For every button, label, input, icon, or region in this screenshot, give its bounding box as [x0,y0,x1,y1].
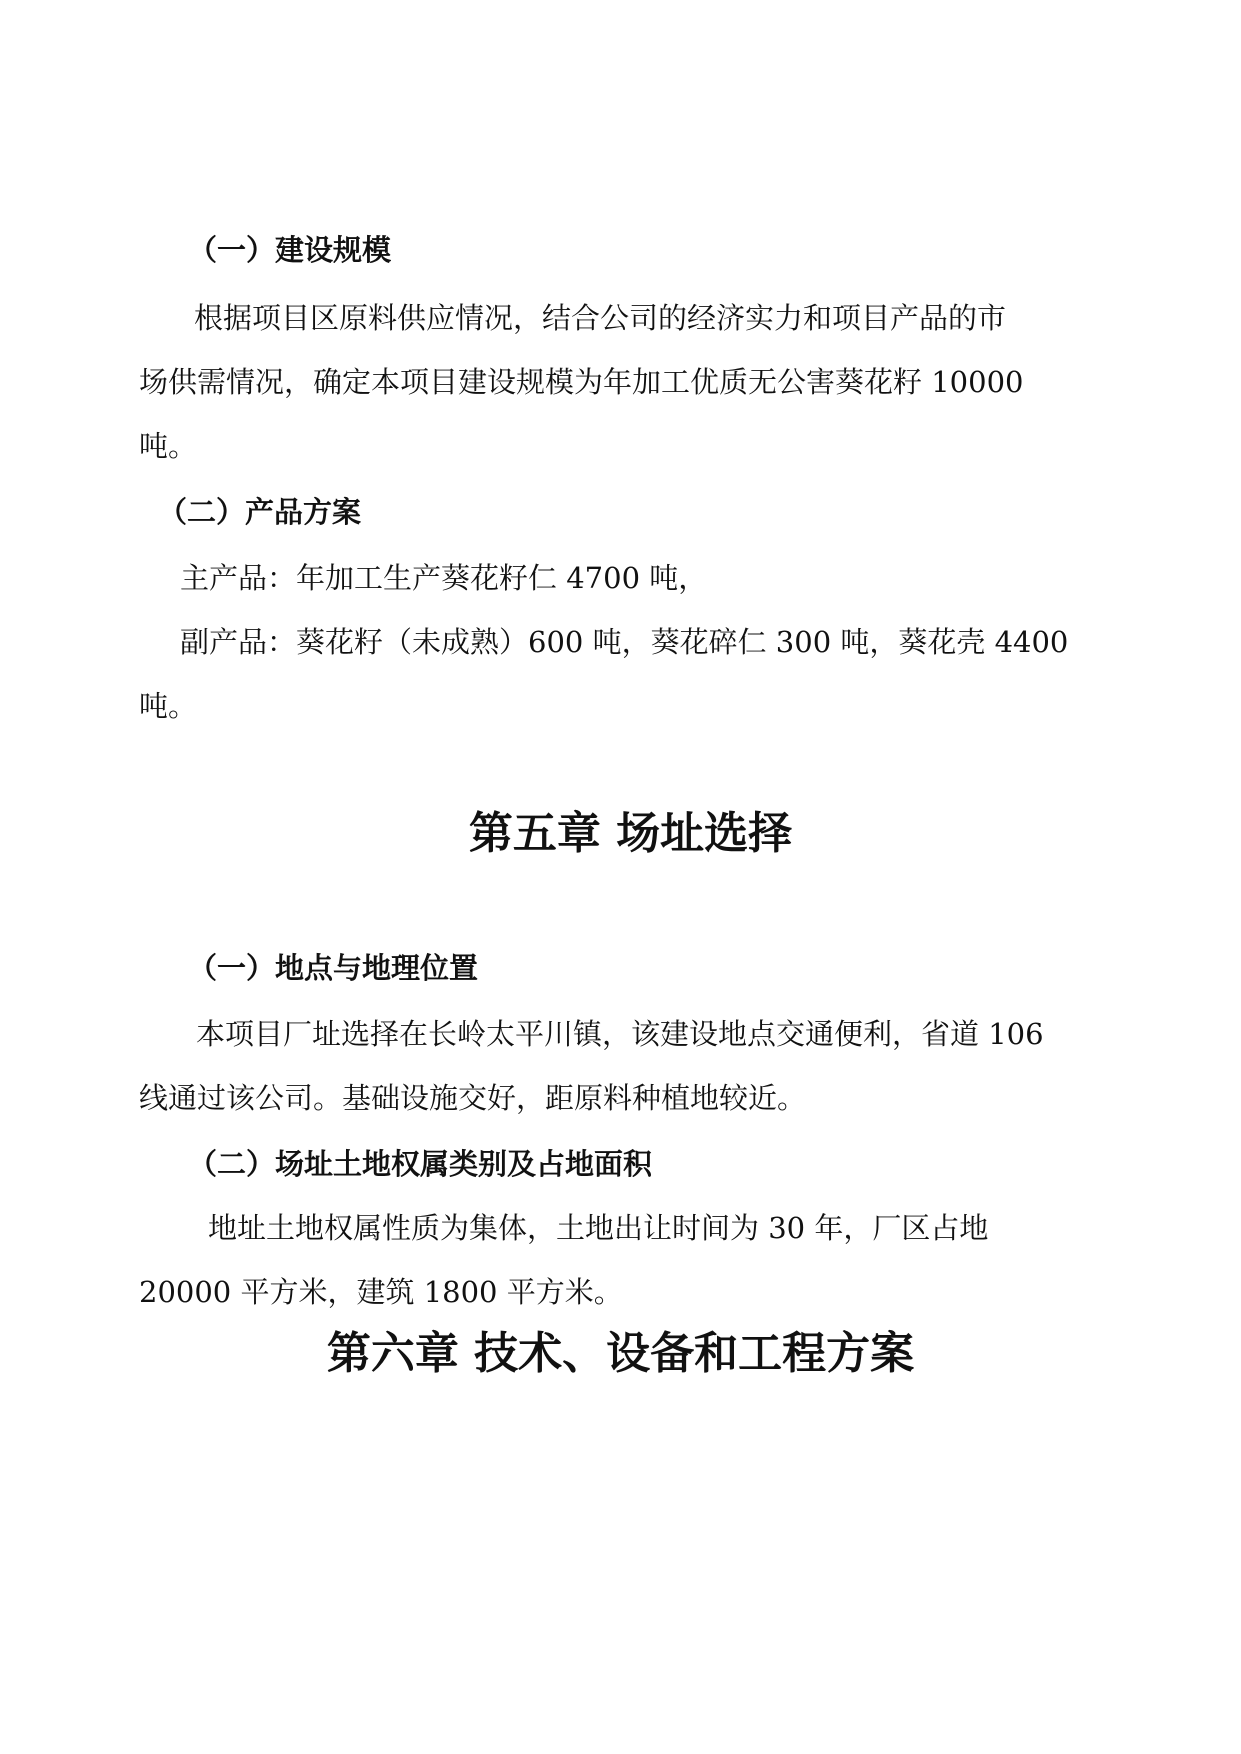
section-heading-land: （二）场址土地权属类别及占地面积 [188,1147,653,1181]
paragraph-line: 吨。 [139,429,198,463]
paragraph-line: 吨。 [139,689,198,723]
paragraph-line: 根据项目区原料供应情况，结合公司的经济实力和项目产品的市 [194,301,1007,335]
section-heading-product: （二）产品方案 [158,495,362,529]
section-heading-location: （一）地点与地理位置 [188,951,479,985]
paragraph-line: 场供需情况，确定本项目建设规模为年加工优质无公害葵花籽 10000 [139,365,1024,399]
paragraph-line: 20000 平方米，建筑 1800 平方米。 [139,1275,623,1309]
chapter-title-6: 第六章 技术、设备和工程方案 [326,1328,915,1379]
main-product-line: 主产品：年加工生产葵花籽仁 4700 吨， [180,561,708,595]
paragraph-line: 线通过该公司。基础设施交好，距原料种植地较近。 [139,1081,807,1115]
chapter-title-5: 第五章 场址选择 [468,808,793,859]
paragraph-line: 地址土地权属性质为集体，土地出让时间为 30 年，厂区占地 [208,1211,989,1245]
section-heading-scale: （一）建设规模 [188,233,392,267]
by-product-line: 副产品：葵花籽（未成熟）600 吨，葵花碎仁 300 吨，葵花壳 4400 [180,625,1069,659]
paragraph-line: 本项目厂址选择在长岭太平川镇，该建设地点交通便利，省道 106 [196,1017,1044,1051]
